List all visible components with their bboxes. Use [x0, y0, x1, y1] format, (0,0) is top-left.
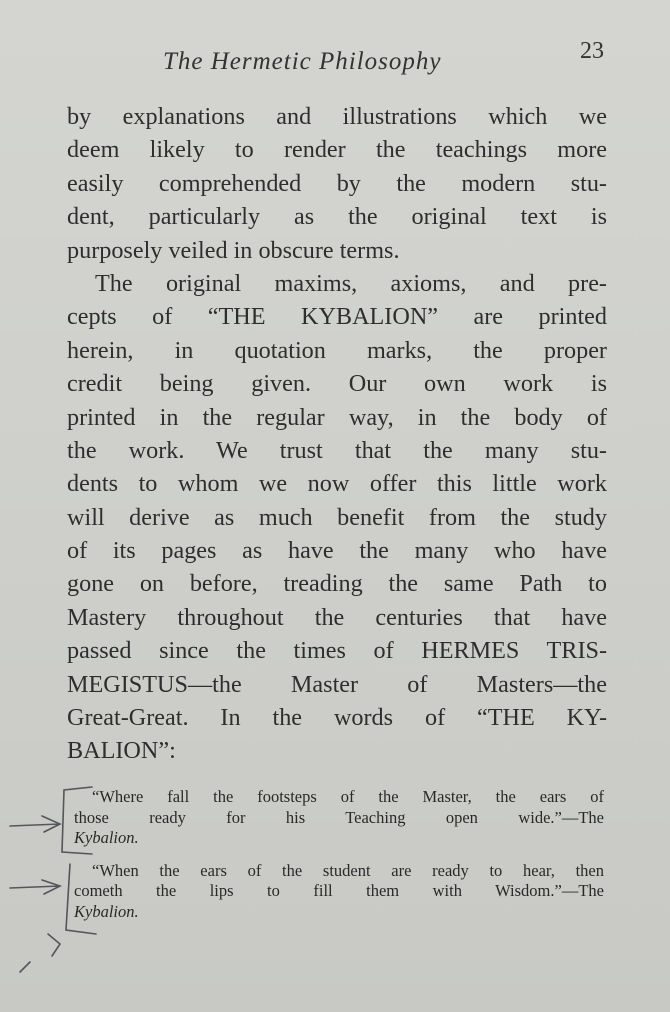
running-title: The Hermetic Philosophy: [163, 48, 442, 75]
body-text: [67, 100, 607, 768]
pencil-mark-icon: [20, 934, 60, 972]
quote-line: those ready for his Teaching open wide.”—The: [74, 807, 604, 827]
body-line: MEGISTUS—the Master of Masters—the: [67, 670, 607, 698]
pencil-arrow-icon: [10, 880, 60, 894]
body-line: dents to whom we now offer this little work: [67, 470, 607, 498]
body-line: Mastery throughout the centuries that have: [67, 603, 607, 631]
body-line: deem likely to render the teachings more: [67, 136, 607, 164]
quote-block: [74, 787, 604, 849]
body-line: purposely veiled in obscure terms.: [67, 236, 400, 264]
body-line: BALION”:: [67, 737, 176, 765]
body-line: of its pages as have the many who have: [67, 537, 607, 565]
body-line: herein, in quotation marks, the proper: [67, 336, 607, 364]
body-line: the work. We trust that the many stu-: [67, 436, 607, 464]
body-line: cepts of “THE KYBALION” are printed: [67, 303, 607, 331]
body-line: passed since the times of HERMES TRIS-: [67, 637, 607, 665]
quote-block: [74, 861, 604, 923]
page-number: 23: [580, 38, 604, 64]
body-line: will derive as much benefit from the study: [67, 503, 607, 531]
body-line: easily comprehended by the modern stu-: [67, 169, 607, 197]
body-line: dent, particularly as the original text is: [67, 203, 607, 231]
body-line: Great-Great. In the words of “THE KY-: [67, 704, 607, 732]
quote-line: cometh the lips to fill them with Wisdom.”—The: [74, 881, 604, 900]
body-line: gone on before, treading the same Path to: [67, 570, 607, 598]
body-line: The original maxims, axioms, and pre-: [95, 269, 607, 297]
body-line: credit being given. Our own work is: [67, 370, 607, 398]
kybalion-quotes: [74, 787, 604, 934]
quote-line: “When the ears of the student are ready to hear, then: [92, 860, 604, 880]
body-line: printed in the regular way, in the body of: [67, 403, 607, 431]
pencil-arrow-icon: [10, 816, 60, 832]
body-line: by explanations and illustrations which we: [67, 103, 607, 130]
quote-source: Kybalion.: [74, 901, 139, 921]
quote-source: Kybalion.: [74, 828, 139, 847]
quote-line: “Where fall the footsteps of the Master, the ears of: [92, 787, 604, 806]
page-header: [0, 38, 670, 78]
